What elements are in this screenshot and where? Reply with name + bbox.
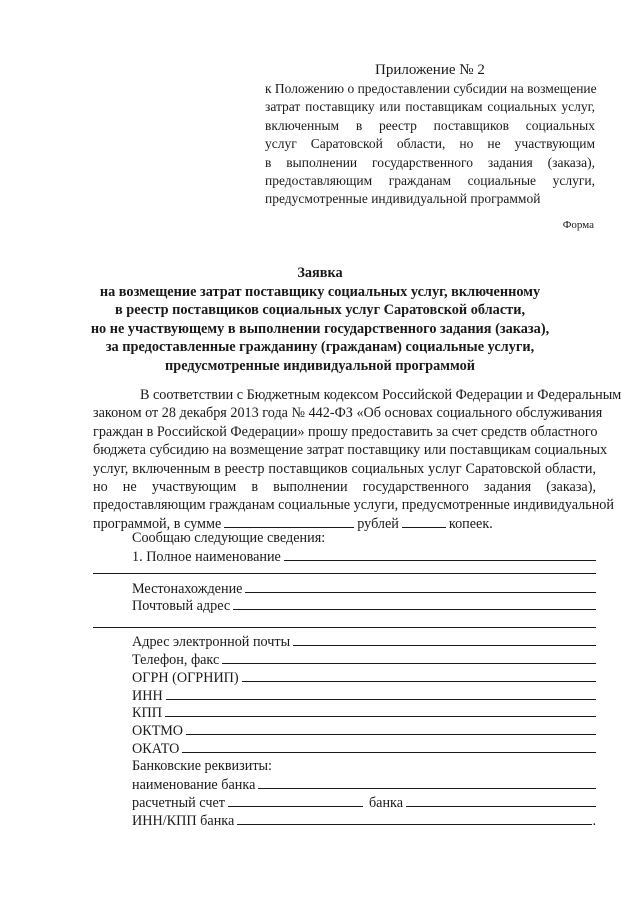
- email-row: [132, 633, 596, 651]
- full-name-label: 1. Полное наименование: [132, 549, 281, 565]
- inn-kpp-bank-label: ИНН/КПП банка: [132, 813, 235, 829]
- email-label: Адрес электронной почты: [132, 634, 291, 650]
- paragraph-line: услуг, включенным в реестр поставщиков социальных услуг Саратовской области,: [93, 460, 596, 477]
- amount-kopecks-field[interactable]: [402, 515, 446, 528]
- postal-field-continued[interactable]: [93, 627, 596, 628]
- kopecks-label: копеек.: [448, 515, 493, 532]
- phone-row: [132, 651, 596, 669]
- ogrn-field[interactable]: [242, 669, 596, 682]
- phone-field[interactable]: [222, 651, 596, 664]
- bank-name-label: наименование банка: [132, 777, 256, 793]
- paragraph-line: граждан в Российской Федерации» прошу предоставить за счет средств областного: [93, 423, 598, 440]
- title-line: за предоставленные гражданину (гражданам) социальные услуги,: [105, 339, 535, 356]
- ogrn-row: [132, 669, 596, 687]
- annex-line: предусмотренные индивидуальной программой: [265, 191, 541, 207]
- paragraph-line: законом от 28 декабря 2013 года № 442-ФЗ «Об основах социального обслуживания: [93, 405, 603, 422]
- ogrn-label: ОГРН (ОГРНИП): [132, 670, 239, 686]
- oktmo-field[interactable]: [186, 722, 596, 735]
- oktmo-label: ОКТМО: [132, 723, 184, 739]
- inn-kpp-bank-field[interactable]: [237, 812, 592, 825]
- account-field[interactable]: [228, 794, 363, 807]
- okato-row: [132, 740, 596, 758]
- inn-kpp-bank-row: [132, 812, 596, 830]
- paragraph-line: В соответствии с Бюджетным кодексом Российской Федерации и Федеральным: [140, 387, 622, 403]
- document-title: [60, 264, 580, 376]
- title-line: Заявка: [297, 265, 343, 281]
- annex-title: Приложение № 2: [375, 62, 485, 78]
- annex-line: к Положению о предоставлении субсидии на возмещение: [265, 81, 597, 96]
- end-mark: .: [592, 813, 596, 829]
- request-paragraph: [93, 386, 622, 533]
- postal-field[interactable]: [233, 597, 596, 610]
- email-field[interactable]: [293, 633, 596, 646]
- rubles-label: рублей: [357, 515, 399, 532]
- account-row: [132, 794, 596, 812]
- bank-name-row: [132, 776, 596, 794]
- account-label: расчетный счет: [132, 795, 225, 811]
- paragraph-line: предоставляющим гражданам социальные услуги, предусмотренные индивидуальной: [93, 497, 614, 514]
- title-line: предусмотренные индивидуальной программой: [165, 357, 475, 374]
- annex-line: включенным в реестр поставщиков социальных: [265, 117, 595, 133]
- postal-label: Почтовый адрес: [132, 598, 231, 614]
- annex-line: затрат поставщику или поставщикам социальных услуг,: [265, 99, 595, 115]
- full-name-field-continued[interactable]: [93, 573, 596, 574]
- postal-row: [132, 597, 596, 615]
- inn-field[interactable]: [166, 687, 596, 700]
- phone-label: Телефон, факс: [132, 652, 220, 668]
- kpp-field[interactable]: [165, 704, 596, 717]
- oktmo-row: [132, 722, 596, 740]
- location-label: Местонахождение: [132, 581, 243, 597]
- bank-details-heading: Банковские реквизиты:: [132, 758, 272, 774]
- amount-prefix: программой, в сумме: [93, 515, 222, 532]
- form-label: Форма: [562, 219, 594, 231]
- bank-name-field[interactable]: [258, 776, 596, 789]
- annex-reference: [265, 80, 595, 209]
- fields-intro: Сообщаю следующие сведения:: [132, 530, 326, 546]
- inn-label: ИНН: [132, 688, 163, 704]
- bank-account-field[interactable]: [406, 794, 596, 807]
- kpp-row: [132, 704, 596, 722]
- inn-row: [132, 687, 596, 705]
- annex-line: предоставляющим гражданам социальные услуги,: [265, 173, 595, 189]
- title-line: в реестр поставщиков социальных услуг Саратовской области,: [114, 302, 526, 319]
- bank-label: банка: [368, 795, 404, 811]
- paragraph-line: но не участвующим в выполнении государственного задания (заказа),: [93, 479, 596, 496]
- amount-rubles-field[interactable]: [224, 515, 354, 528]
- location-field[interactable]: [245, 580, 596, 593]
- location-row: [132, 580, 596, 598]
- okato-field[interactable]: [182, 740, 596, 753]
- paragraph-line: бюджета субсидию на возмещение затрат поставщику или поставщикам социальных: [93, 442, 608, 459]
- annex-line: в выполнении государственного задания (заказа),: [265, 154, 595, 170]
- full-name-field[interactable]: [284, 548, 596, 561]
- full-name-row: [132, 548, 596, 566]
- okato-label: ОКАТО: [132, 741, 180, 757]
- title-line: но не участвующему в выполнении государственного задания (заказа),: [90, 320, 550, 337]
- title-line: на возмещение затрат поставщику социальных услуг, включенному: [99, 283, 541, 300]
- kpp-label: КПП: [132, 705, 162, 721]
- annex-line: услуг Саратовской области, но не участвующим: [265, 136, 595, 152]
